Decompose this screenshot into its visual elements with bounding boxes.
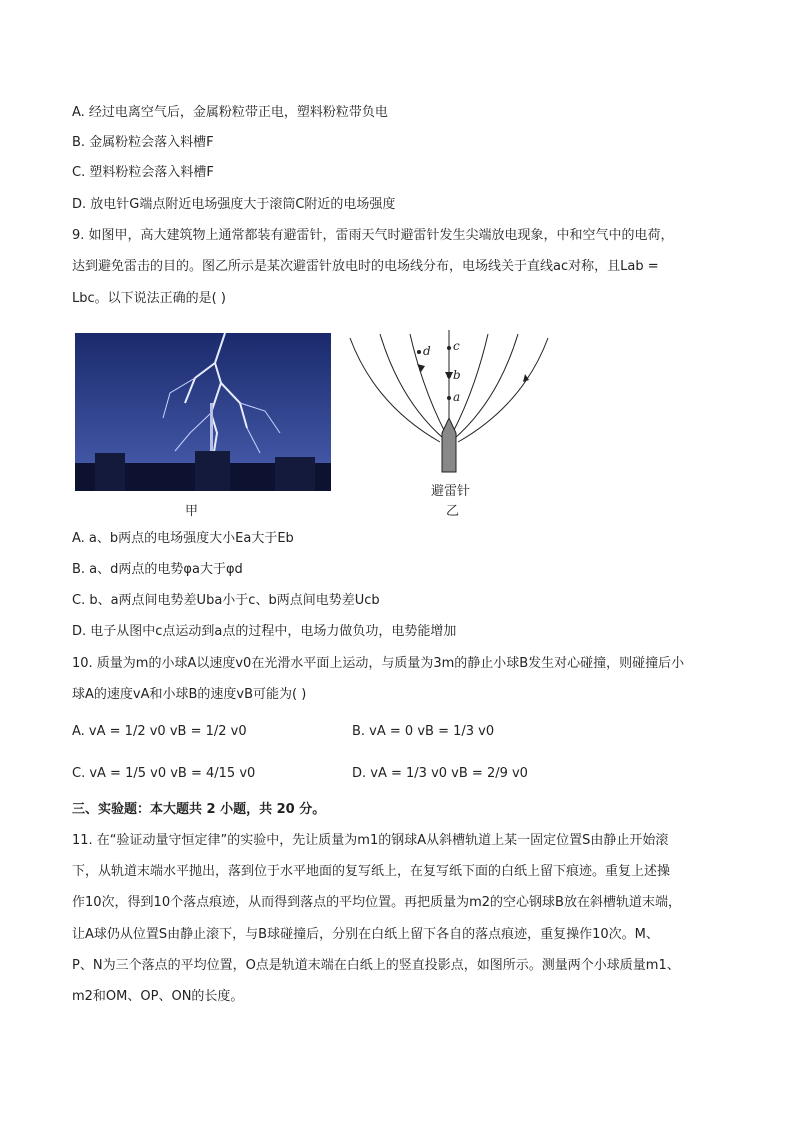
- q11-line6: m2和OM、OP、ON的长度。: [72, 989, 244, 1004]
- point-c-label: c: [453, 339, 460, 353]
- q8-option-a: A. 经过电离空气后，金属粉粒带正电，塑料粉粒带负电: [72, 105, 388, 120]
- lightning-rod-label: 避雷针: [431, 484, 471, 499]
- q8-option-b: B. 金属粉粒会落入料槽F: [72, 135, 214, 150]
- figure-jia-label: 甲: [185, 504, 199, 519]
- q9-option-c: C. b、a两点间电势差Uba小于c、b两点间电势差Ucb: [72, 593, 380, 608]
- q10-stem-line1: 10. 质量为m的小球A以速度v0在光滑水平面上运动，与质量为3m的静止小球B发生对心碰撞，则碰撞后小: [72, 656, 685, 671]
- q9-option-a: A. a、b两点的电场强度大小Ea大于Eb: [72, 531, 294, 546]
- section-three-heading: 三、实验题：本大题共 2 小题，共 20 分。: [72, 802, 326, 817]
- figure-yi-label: 乙: [446, 504, 460, 519]
- q11-line4: 让A球仍从位置S由静止滚下，与B球碰撞后，分别在白纸上留下各自的落点痕迹，重复操作10次。M、: [72, 927, 659, 942]
- q9-stem-line2: 达到避免雷击的目的。图乙所示是某次避雷针放电时的电场线分布，电场线关于直线ac对称，且Lab =: [72, 259, 659, 274]
- q8-option-d: D. 放电针G端点附近电场强度大于滚筒C附近的电场强度: [72, 197, 396, 212]
- point-a-label: a: [453, 390, 461, 404]
- q9-option-b: B. a、d两点的电势φa大于φd: [72, 562, 243, 577]
- lightning-photo: [75, 333, 331, 491]
- point-d-label: d: [423, 344, 431, 358]
- q11-line3: 作10次，得到10个落点痕迹，从而得到落点的平均位置。再把质量为m2的空心钢球B放在斜槽轨道末端，: [72, 895, 681, 910]
- q8-option-c: C. 塑料粉粒会落入料槽F: [72, 165, 214, 180]
- q10-option-d: D. vA = 1/3 v0 vB = 2/9 v0: [352, 766, 528, 781]
- q11-line5: P、N为三个落点的平均位置，O点是轨道末端在白纸上的竖直投影点，如图所示。测量两个小球质量m1、: [72, 958, 680, 973]
- q9-option-d: D. 电子从图中c点运动到a点的过程中，电场力做负功，电势能增加: [72, 624, 457, 639]
- q10-stem-line2: 球A的速度vA和小球B的速度vB可能为( ): [72, 687, 307, 702]
- q10-option-c: C. vA = 1/5 v0 vB = 4/15 v0: [72, 766, 256, 781]
- q10-option-a: A. vA = 1/2 v0 vB = 1/2 v0: [72, 724, 247, 739]
- q10-option-b: B. vA = 0 vB = 1/3 v0: [352, 724, 495, 739]
- point-b-label: b: [453, 368, 461, 382]
- field-line-diagram: [345, 330, 555, 480]
- q9-stem-line3: Lbc。以下说法正确的是( ): [72, 291, 226, 306]
- q11-line2: 下，从轨道末端水平抛出，落到位于水平地面的复写纸上，在复写纸下面的白纸上留下痕迹。重复上述操: [72, 864, 671, 879]
- q9-stem-line1: 9. 如图甲，高大建筑物上通常都装有避雷针，雷雨天气时避雷针发生尖端放电现象，中和空气中的电荷，: [72, 228, 674, 243]
- q11-line1: 11. 在“验证动量守恒定律”的实验中，先让质量为m1的钢球A从斜槽轨道上某一固定位置S由静止开始滚: [72, 833, 669, 848]
